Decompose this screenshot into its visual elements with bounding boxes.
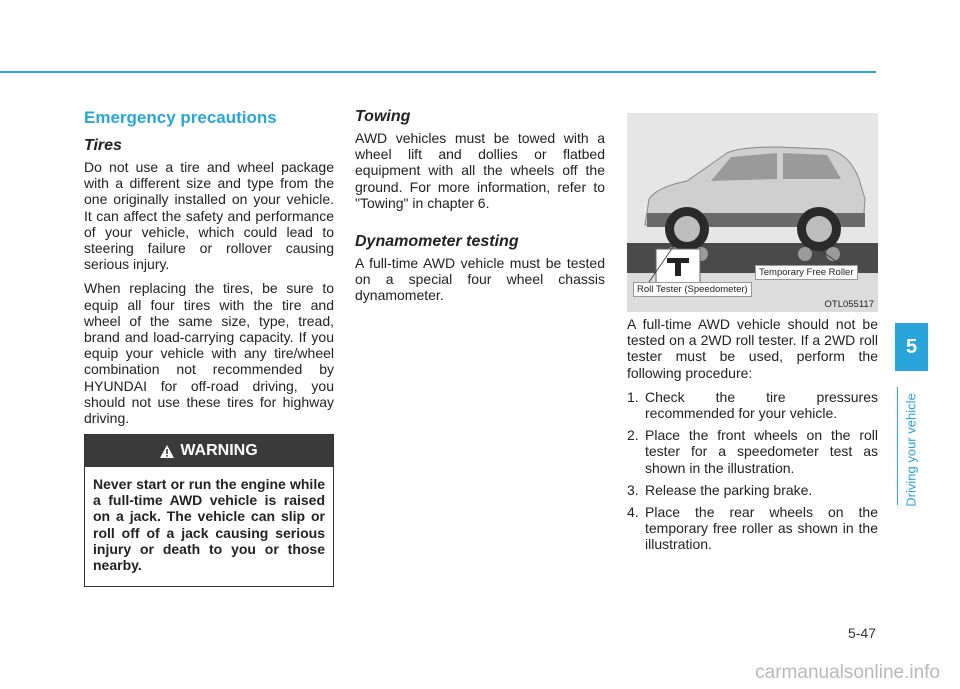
warning-box bbox=[84, 434, 334, 587]
dynamometer-illustration bbox=[627, 113, 878, 312]
header-rule bbox=[0, 71, 876, 73]
watermark: carmanualsonline.info bbox=[755, 662, 940, 683]
figure-code: OTL055117 bbox=[824, 299, 874, 310]
list-item: 4. Place the rear wheels on the temporary free roller as shown in the illustration. bbox=[627, 504, 878, 553]
warning-triangle-icon bbox=[160, 445, 174, 458]
tires-paragraph-1: Do not use a tire and wheel package with a different size and type from the one originally installed on your vehicle. It can affect the safety and performance of your vehicle, which could lead to steering failure or rollover causing serious injury. bbox=[84, 159, 334, 273]
middle-column bbox=[355, 108, 605, 312]
list-item: 3. Release the parking brake. bbox=[627, 481, 813, 498]
free-roller-label: Temporary Free Roller bbox=[755, 265, 858, 280]
roll-tester-label: Roll Tester (Speedometer) bbox=[633, 282, 752, 297]
list-item: 1. Check the tire pressures recommended for your vehicle. bbox=[627, 388, 878, 422]
right-column bbox=[627, 316, 878, 559]
procedure-list bbox=[627, 389, 878, 553]
chapter-tab: 5 bbox=[895, 323, 928, 371]
list-item: 2. Place the front wheels on the roll tester for a speedometer test as shown in the illustration. bbox=[627, 427, 878, 476]
dynamometer-heading: Dynamometer testing bbox=[355, 233, 519, 251]
towing-paragraph: AWD vehicles must be towed with a wheel lift and dollies or flatbed equipment with all the wheels off the ground. For more information, refer to "Towing" in chapter 6. bbox=[355, 130, 605, 211]
left-column bbox=[84, 108, 334, 434]
tires-heading: Tires bbox=[84, 137, 122, 154]
roll-tester-intro: A full-time AWD vehicle should not be tested on a 2WD roll tester. If a 2WD roll tester must be used, perform the following procedure: bbox=[627, 316, 878, 381]
tires-paragraph-2: When replacing the tires, be sure to equip all four tires with the tire and wheel of the same size, type, tread, brand and load-carrying capacity. If you equip your vehicle with any tire/wheel combination not recommended by HYUNDAI for off-road driving, you should not use these tires for highway driving. bbox=[84, 280, 334, 427]
towing-heading: Towing bbox=[355, 108, 411, 125]
chapter-title: Driving your vehicle bbox=[903, 393, 919, 507]
dynamometer-paragraph: A full-time AWD vehicle must be tested on a special four wheel chassis dynamometer. bbox=[355, 255, 605, 304]
warning-text: Never start or run the engine while a full-time AWD vehicle is raised on a jack. The vehicle can slip or roll off of a jack causing serious injury or death to you or those nearby. bbox=[93, 476, 325, 574]
warning-title: WARNING bbox=[180, 442, 258, 459]
page-number: 5-47 bbox=[847, 625, 876, 641]
warning-header bbox=[85, 435, 333, 467]
section-title: Emergency precautions bbox=[84, 108, 277, 127]
